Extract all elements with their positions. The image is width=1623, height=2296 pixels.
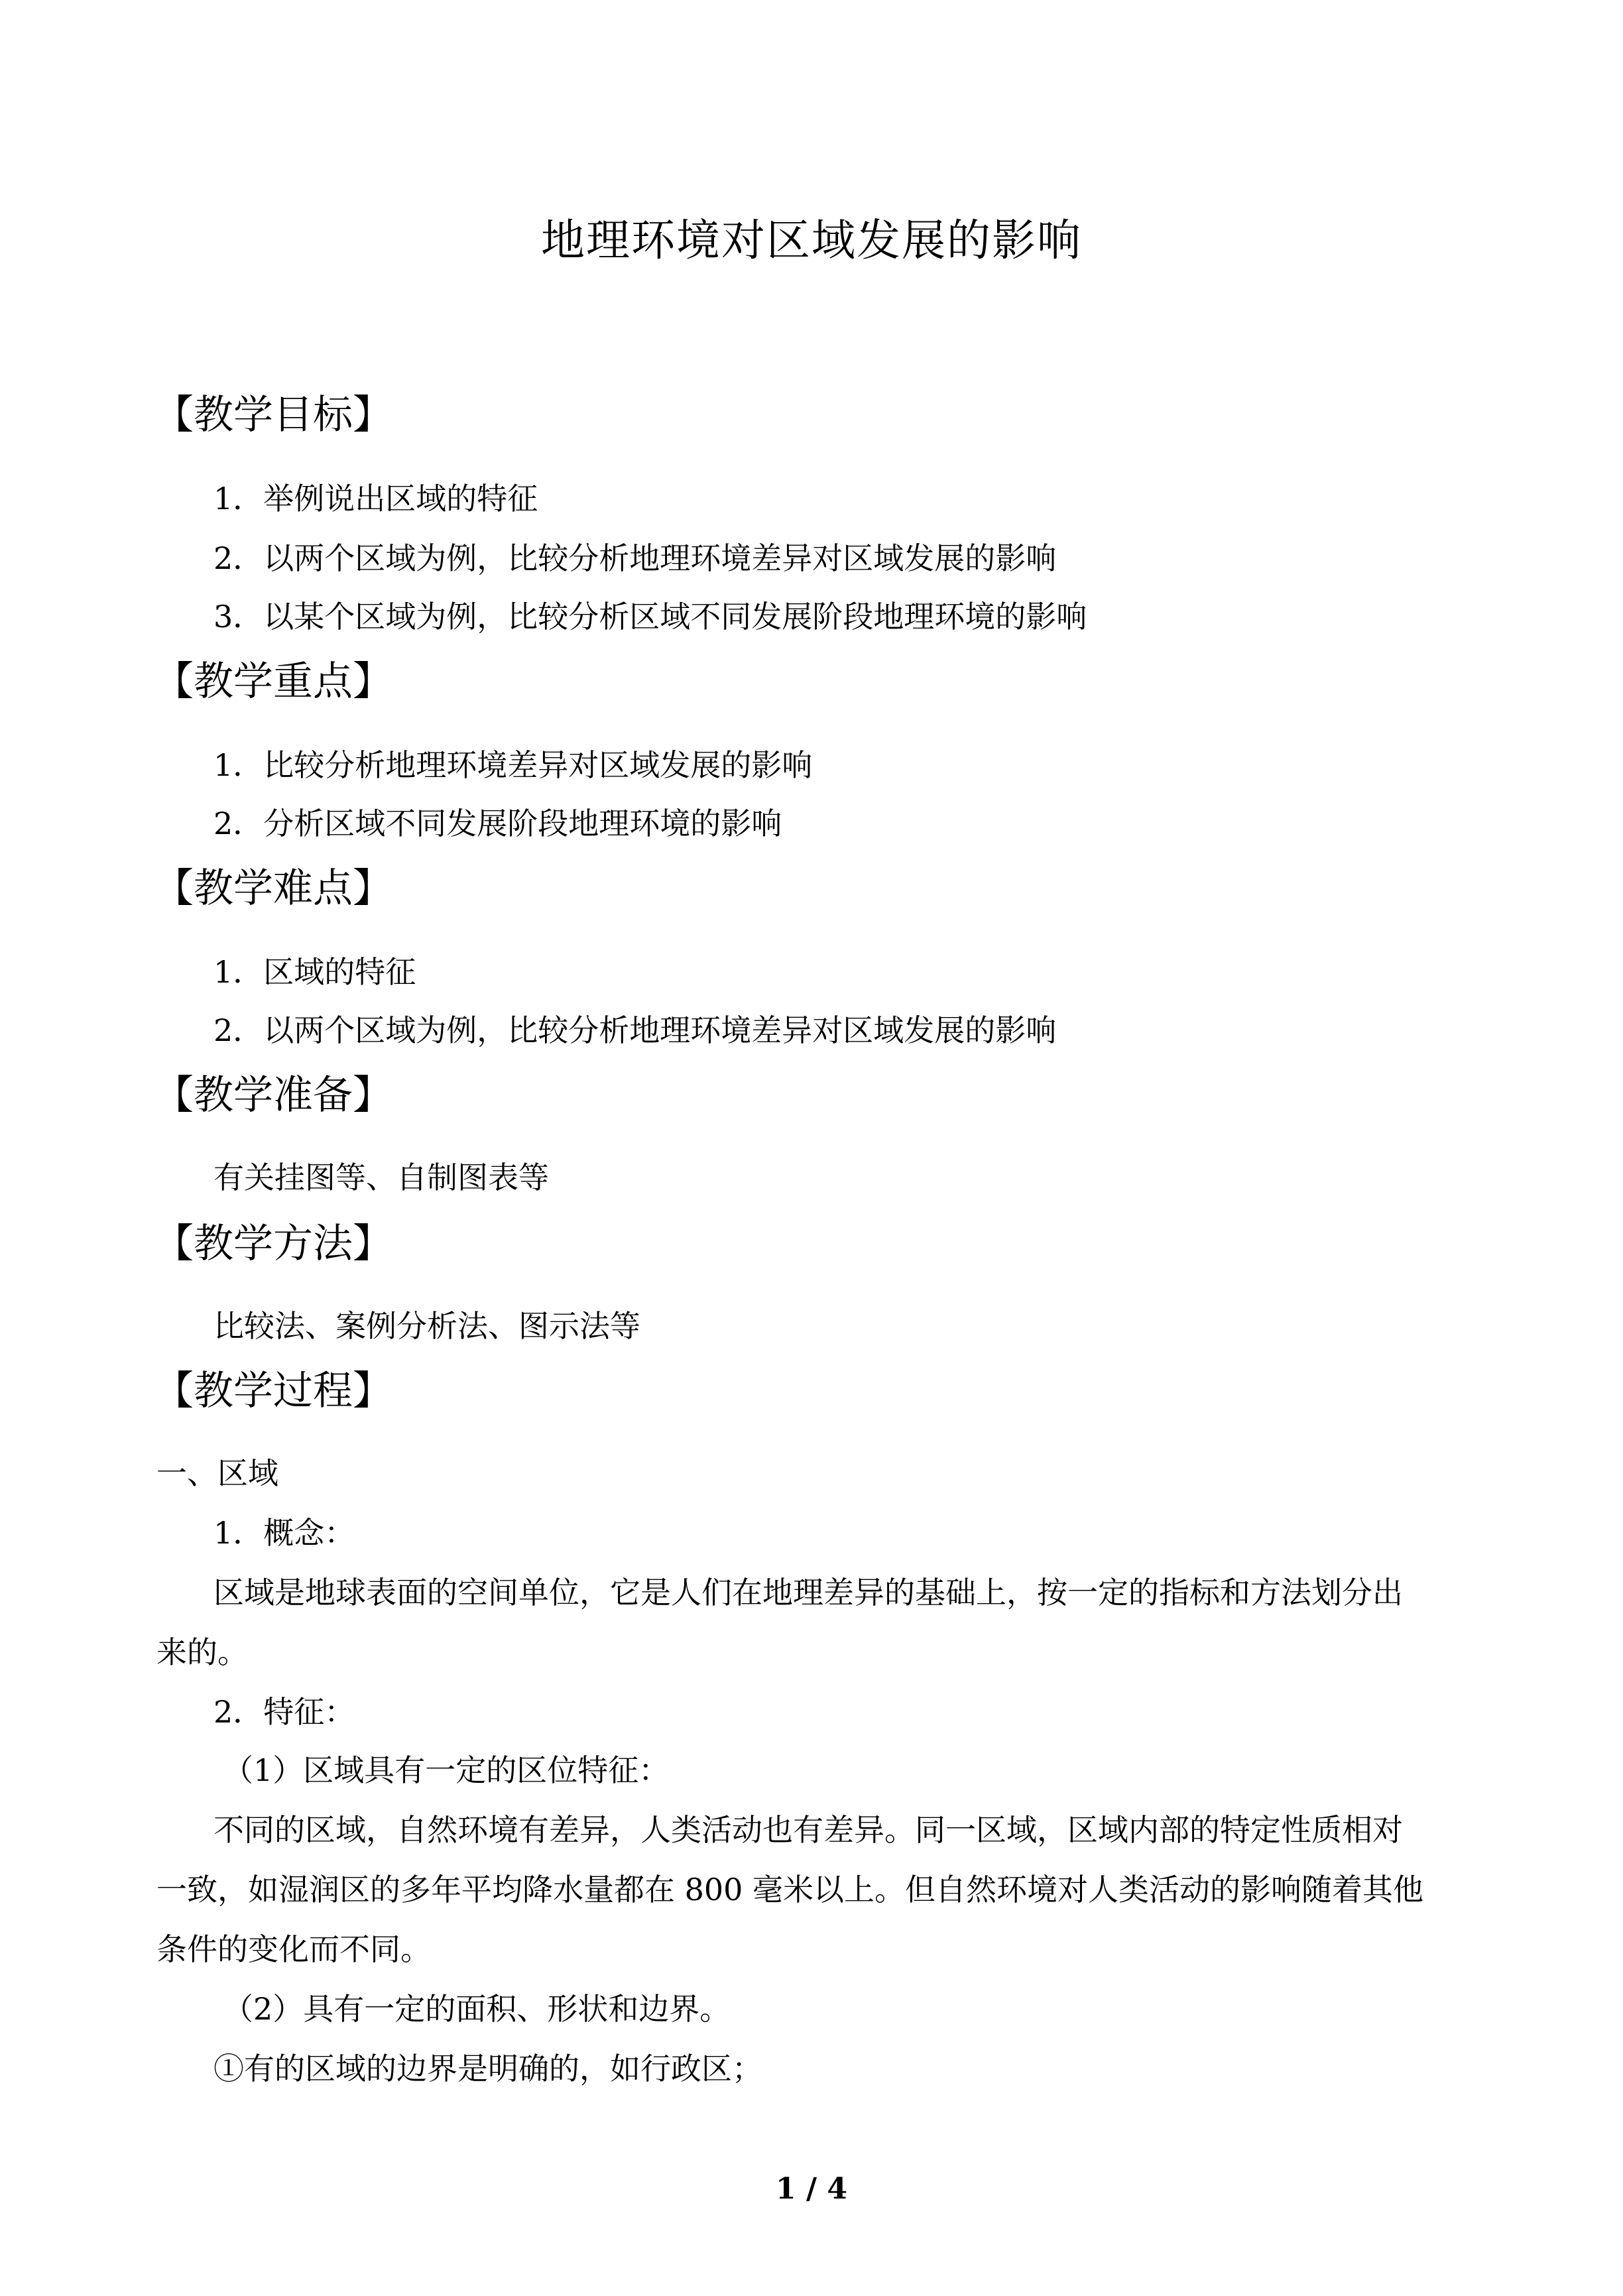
- features-label: 2．特征：: [213, 1694, 355, 1730]
- section-heading-methods: 【教学方法】: [154, 1221, 392, 1267]
- paragraph-line: ①有的区域的边界是明确的，如行政区；: [213, 2051, 762, 2086]
- key-point-item: 1．比较分析地理环境差异对区域发展的影响: [213, 747, 813, 783]
- section-heading-key-points: 【教学重点】: [154, 658, 392, 705]
- key-point-item: 2．分析区域不同发展阶段地理环境的影响: [213, 806, 782, 841]
- preparation-text: 有关挂图等、自制图表等: [213, 1160, 549, 1195]
- difficulty-item: 1．区域的特征: [213, 954, 416, 990]
- objective-item: 3．以某个区域为例，比较分析区域不同发展阶段地理环境的影响: [213, 599, 1087, 634]
- feature-label: （1）区域具有一定的区位特征：: [223, 1752, 670, 1788]
- section-heading-objectives: 【教学目标】: [154, 392, 392, 438]
- page-number: 1 / 4: [776, 2172, 847, 2206]
- section-heading-process: 【教学过程】: [154, 1368, 392, 1414]
- paragraph-line: 一致，如湿润区的多年平均降水量都在 800 毫米以上。但自然环境对人类活动的影响随着其他: [156, 1872, 1424, 1907]
- document-title: 地理环境对区域发展的影响: [541, 215, 1082, 266]
- paragraph-line: 不同的区域，自然环境有差异，人类活动也有差异。同一区域，区域内部的特定性质相对: [213, 1812, 1403, 1848]
- section-heading-preparation: 【教学准备】: [154, 1072, 392, 1118]
- methods-text: 比较法、案例分析法、图示法等: [213, 1308, 640, 1344]
- section-heading-difficulties: 【教学难点】: [154, 865, 392, 912]
- paragraph-line: 区域是地球表面的空间单位，它是人们在地理差异的基础上，按一定的指标和方法划分出: [213, 1575, 1403, 1610]
- process-part-heading: 一、区域: [156, 1455, 278, 1491]
- paragraph-line: 来的。: [156, 1634, 248, 1670]
- difficulty-item: 2．以两个区域为例，比较分析地理环境差异对区域发展的影响: [213, 1012, 1057, 1048]
- feature-label: （2）具有一定的面积、形状和边界。: [223, 1991, 731, 2027]
- paragraph-line: 条件的变化而不同。: [156, 1931, 431, 1967]
- objective-item: 1．举例说出区域的特征: [213, 481, 538, 516]
- concept-label: 1．概念：: [213, 1515, 355, 1551]
- objective-item: 2．以两个区域为例，比较分析地理环境差异对区域发展的影响: [213, 540, 1057, 576]
